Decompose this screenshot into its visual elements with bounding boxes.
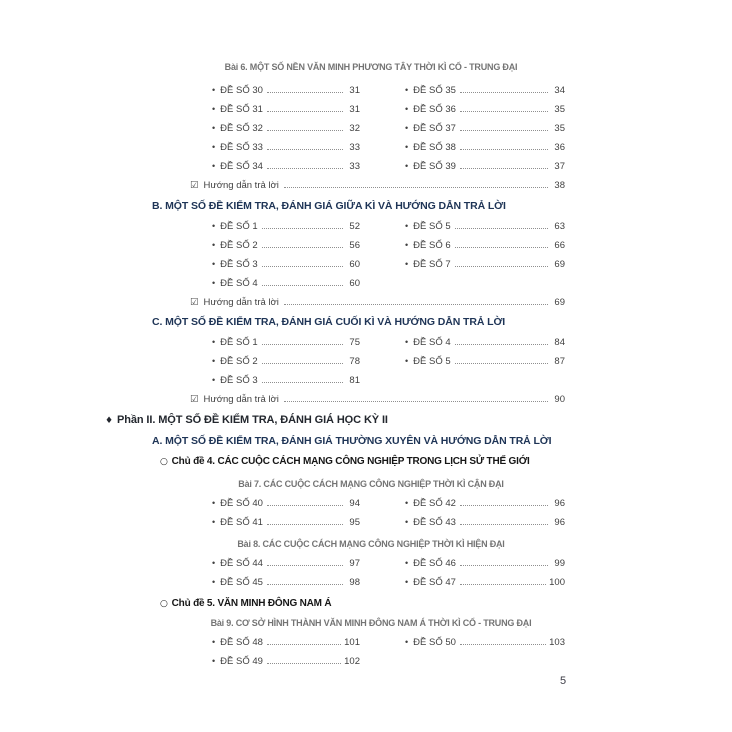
entry-label: ĐỀ SỐ 39 bbox=[413, 161, 456, 172]
entry-label: ĐỀ SỐ 2 bbox=[220, 356, 258, 367]
section-heading-b: B. MỘT SỐ ĐỀ KIỂM TRA, ĐÁNH GIÁ GIỮA KÌ VÀ HƯỚNG DẪN TRẢ LỜI bbox=[152, 200, 506, 212]
toc-entry bbox=[405, 333, 565, 352]
entry-label: ĐỀ SỐ 6 bbox=[413, 240, 451, 251]
entries-column-left bbox=[212, 333, 360, 390]
dot-leader bbox=[455, 247, 548, 248]
entry-page-number: 98 bbox=[349, 577, 360, 588]
toc-entry bbox=[212, 157, 360, 176]
entries-bai6 bbox=[105, 81, 583, 176]
toc-entry bbox=[405, 157, 565, 176]
entry-label: ĐỀ SỐ 49 bbox=[220, 656, 263, 667]
entries-column-left bbox=[212, 494, 360, 532]
toc-entry bbox=[405, 513, 565, 532]
toc-entry bbox=[405, 554, 565, 573]
dot-bullet-icon: • bbox=[212, 259, 216, 269]
entries-column-left bbox=[212, 554, 360, 592]
dot-bullet-icon: • bbox=[212, 337, 216, 347]
dot-leader bbox=[267, 92, 343, 93]
entry-label: ĐỀ SỐ 38 bbox=[413, 142, 456, 153]
dot-bullet-icon: • bbox=[212, 104, 216, 114]
answer-guide-page-number: 69 bbox=[554, 297, 565, 308]
entry-label: ĐỀ SỐ 5 bbox=[413, 356, 451, 367]
entry-page-number: 97 bbox=[349, 558, 360, 569]
entry-label: ĐỀ SỐ 37 bbox=[413, 123, 456, 134]
page-number: 5 bbox=[559, 675, 567, 687]
dot-leader bbox=[460, 92, 548, 93]
entry-label: ĐỀ SỐ 31 bbox=[220, 104, 263, 115]
dot-bullet-icon: • bbox=[212, 498, 216, 508]
lesson-title-bai6: Bài 6. MỘT SỐ NỀN VĂN MINH PHƯƠNG TÂY THỜI KÌ CỔ - TRUNG ĐẠI bbox=[224, 62, 518, 72]
dot-leader bbox=[460, 584, 546, 585]
answer-guide-page-number: 38 bbox=[554, 180, 565, 191]
entry-page-number: 84 bbox=[554, 337, 565, 348]
dot-bullet-icon: • bbox=[212, 142, 216, 152]
entry-label: ĐỀ SỐ 1 bbox=[220, 337, 258, 348]
entry-page-number: 36 bbox=[554, 142, 565, 153]
dot-bullet-icon: • bbox=[405, 221, 409, 231]
dot-leader bbox=[267, 584, 343, 585]
entries-column-left bbox=[212, 633, 360, 671]
dot-bullet-icon: • bbox=[212, 161, 216, 171]
dot-leader bbox=[460, 149, 548, 150]
dot-leader bbox=[267, 111, 343, 112]
dot-bullet-icon: • bbox=[212, 356, 216, 366]
circle-bullet-icon: ○ bbox=[160, 457, 168, 467]
answer-guide-label: Hướng dẫn trả lời bbox=[203, 180, 279, 191]
entry-page-number: 96 bbox=[554, 517, 565, 528]
entry-label: ĐỀ SỐ 4 bbox=[220, 278, 258, 289]
entry-page-number: 63 bbox=[554, 221, 565, 232]
dot-bullet-icon: • bbox=[212, 278, 216, 288]
toc-entry bbox=[212, 217, 360, 236]
toc-entry bbox=[405, 119, 565, 138]
dot-bullet-icon: • bbox=[405, 123, 409, 133]
entry-page-number: 60 bbox=[349, 259, 360, 270]
entry-label: ĐỀ SỐ 2 bbox=[220, 240, 258, 251]
dot-leader bbox=[460, 130, 548, 131]
entries-column-right bbox=[405, 554, 565, 592]
entry-label: ĐỀ SỐ 40 bbox=[220, 498, 263, 509]
dot-leader bbox=[267, 149, 343, 150]
entry-page-number: 35 bbox=[554, 104, 565, 115]
toc-entry bbox=[212, 119, 360, 138]
entry-page-number: 99 bbox=[554, 558, 565, 569]
entry-page-number: 33 bbox=[349, 161, 360, 172]
entries-bai7 bbox=[105, 494, 583, 532]
toc-entry bbox=[405, 255, 565, 274]
entry-label: ĐỀ SỐ 44 bbox=[220, 558, 263, 569]
answer-guide-label: Hướng dẫn trả lời bbox=[203, 297, 279, 308]
entries-column-right bbox=[405, 633, 565, 671]
dot-bullet-icon: • bbox=[405, 104, 409, 114]
answer-guide-label: Hướng dẫn trả lời bbox=[203, 394, 279, 405]
entries-column-left bbox=[212, 217, 360, 293]
dot-leader bbox=[284, 304, 548, 305]
topic-heading-label: Chủ đề 5. VĂN MINH ĐÔNG NAM Á bbox=[171, 598, 332, 609]
dot-leader bbox=[460, 505, 548, 506]
toc-entry bbox=[212, 633, 360, 652]
toc-entry bbox=[212, 236, 360, 255]
entry-page-number: 34 bbox=[554, 85, 565, 96]
dot-leader bbox=[460, 524, 548, 525]
toc-entry bbox=[212, 138, 360, 157]
entry-label: ĐỀ SỐ 36 bbox=[413, 104, 456, 115]
dot-leader bbox=[267, 565, 343, 566]
entry-page-number: 35 bbox=[554, 123, 565, 134]
diamond-bullet-icon: ♦ bbox=[105, 416, 113, 426]
dot-leader bbox=[455, 363, 548, 364]
entry-page-number: 75 bbox=[349, 337, 360, 348]
dot-bullet-icon: • bbox=[405, 85, 409, 95]
entry-label: ĐỀ SỐ 46 bbox=[413, 558, 456, 569]
entry-page-number: 52 bbox=[349, 221, 360, 232]
dot-bullet-icon: • bbox=[212, 517, 216, 527]
dot-leader bbox=[460, 644, 546, 645]
toc-entry bbox=[212, 255, 360, 274]
toc-entry bbox=[212, 100, 360, 119]
entries-column-right bbox=[405, 494, 565, 532]
entry-page-number: 96 bbox=[554, 498, 565, 509]
dot-bullet-icon: • bbox=[405, 259, 409, 269]
dot-leader bbox=[267, 505, 343, 506]
entry-label: ĐỀ SỐ 4 bbox=[413, 337, 451, 348]
topic-heading-5 bbox=[160, 594, 583, 614]
entries-column-right bbox=[405, 81, 565, 176]
toc-entry bbox=[405, 633, 565, 652]
dot-leader bbox=[262, 228, 343, 229]
dot-leader bbox=[455, 344, 548, 345]
entry-label: ĐỀ SỐ 45 bbox=[220, 577, 263, 588]
dot-bullet-icon: • bbox=[212, 221, 216, 231]
entry-page-number: 69 bbox=[554, 259, 565, 270]
toc-entry bbox=[212, 352, 360, 371]
entry-page-number: 95 bbox=[349, 517, 360, 528]
entries-section-c bbox=[105, 333, 583, 390]
dot-bullet-icon: • bbox=[405, 161, 409, 171]
toc-entry bbox=[212, 333, 360, 352]
entry-page-number: 31 bbox=[349, 104, 360, 115]
dot-bullet-icon: • bbox=[405, 558, 409, 568]
toc-entry bbox=[405, 236, 565, 255]
entries-bai9 bbox=[105, 633, 583, 671]
entry-label: ĐỀ SỐ 7 bbox=[413, 259, 451, 270]
dot-leader bbox=[267, 524, 343, 525]
circle-bullet-icon: ○ bbox=[160, 599, 168, 609]
part-heading-2 bbox=[105, 410, 583, 431]
section-heading-c: C. MỘT SỐ ĐỀ KIỂM TRA, ĐÁNH GIÁ CUỐI KÌ VÀ HƯỚNG DẪN TRẢ LỜI bbox=[152, 316, 506, 328]
entry-page-number: 102 bbox=[344, 656, 360, 667]
toc-entry bbox=[405, 100, 565, 119]
dot-bullet-icon: • bbox=[405, 637, 409, 647]
entry-label: ĐỀ SỐ 34 bbox=[220, 161, 263, 172]
dot-leader bbox=[460, 565, 548, 566]
dot-leader bbox=[262, 266, 343, 267]
lesson-title-bai8: Bài 8. CÁC CUỘC CÁCH MẠNG CÔNG NGHIỆP THỜI KÌ HIỆN ĐẠI bbox=[237, 539, 505, 549]
entry-label: ĐỀ SỐ 3 bbox=[220, 259, 258, 270]
entry-label: ĐỀ SỐ 1 bbox=[220, 221, 258, 232]
dot-leader bbox=[460, 111, 548, 112]
section-heading-a: A. MỘT SỐ ĐỀ KIỂM TRA, ĐÁNH GIÁ THƯỜNG XUYÊN VÀ HƯỚNG DẪN TRẢ LỜI bbox=[152, 435, 552, 447]
entry-label: ĐỀ SỐ 30 bbox=[220, 85, 263, 96]
dot-leader bbox=[284, 187, 548, 188]
entry-page-number: 37 bbox=[554, 161, 565, 172]
dot-bullet-icon: • bbox=[212, 85, 216, 95]
entry-label: ĐỀ SỐ 33 bbox=[220, 142, 263, 153]
dot-leader bbox=[262, 382, 343, 383]
toc-entry bbox=[405, 217, 565, 236]
dot-leader bbox=[284, 401, 548, 402]
entries-bai8 bbox=[105, 554, 583, 592]
entry-page-number: 87 bbox=[554, 356, 565, 367]
dot-bullet-icon: • bbox=[405, 517, 409, 527]
entry-label: ĐỀ SỐ 42 bbox=[413, 498, 456, 509]
dot-bullet-icon: • bbox=[212, 240, 216, 250]
entries-column-right bbox=[405, 333, 565, 390]
dot-leader bbox=[262, 363, 343, 364]
part-heading-label: Phần II. MỘT SỐ ĐỀ KIỂM TRA, ĐÁNH GIÁ HỌC KỲ II bbox=[116, 414, 388, 426]
dot-leader bbox=[262, 344, 343, 345]
answer-guide-row-3 bbox=[190, 390, 565, 409]
toc-entry bbox=[405, 81, 565, 100]
entry-label: ĐỀ SỐ 32 bbox=[220, 123, 263, 134]
entry-page-number: 60 bbox=[349, 278, 360, 289]
entry-label: ĐỀ SỐ 50 bbox=[413, 637, 456, 648]
topic-heading-label: Chủ đề 4. CÁC CUỘC CÁCH MẠNG CÔNG NGHIỆP TRONG LỊCH SỬ THẾ GIỚI bbox=[171, 456, 530, 467]
dot-bullet-icon: • bbox=[212, 656, 216, 666]
toc-entry bbox=[405, 573, 565, 592]
entry-page-number: 32 bbox=[349, 123, 360, 134]
entry-page-number: 56 bbox=[349, 240, 360, 251]
dot-bullet-icon: • bbox=[405, 142, 409, 152]
toc-entry bbox=[212, 274, 360, 293]
dot-leader bbox=[455, 228, 548, 229]
toc-entry bbox=[405, 138, 565, 157]
dot-bullet-icon: • bbox=[405, 337, 409, 347]
dot-leader bbox=[267, 168, 343, 169]
dot-leader bbox=[460, 168, 548, 169]
checkbox-checked-icon: ☑ bbox=[190, 297, 199, 308]
entries-section-b bbox=[105, 217, 583, 293]
dot-bullet-icon: • bbox=[212, 577, 216, 587]
checkbox-checked-icon: ☑ bbox=[190, 180, 199, 191]
dot-leader bbox=[262, 247, 343, 248]
dot-leader bbox=[455, 266, 548, 267]
dot-bullet-icon: • bbox=[212, 375, 216, 385]
toc-entry bbox=[405, 352, 565, 371]
entry-page-number: 33 bbox=[349, 142, 360, 153]
entry-page-number: 78 bbox=[349, 356, 360, 367]
toc-entry bbox=[212, 652, 360, 671]
entries-column-left bbox=[212, 81, 360, 176]
dot-bullet-icon: • bbox=[212, 558, 216, 568]
topic-heading-4 bbox=[160, 452, 583, 472]
checkbox-checked-icon: ☑ bbox=[190, 394, 199, 405]
entry-label: ĐỀ SỐ 3 bbox=[220, 375, 258, 386]
dot-bullet-icon: • bbox=[405, 498, 409, 508]
entry-label: ĐỀ SỐ 47 bbox=[413, 577, 456, 588]
entry-page-number: 103 bbox=[549, 637, 565, 648]
toc-entry bbox=[212, 513, 360, 532]
toc-entry bbox=[212, 494, 360, 513]
entry-label: ĐỀ SỐ 5 bbox=[413, 221, 451, 232]
entry-page-number: 100 bbox=[549, 577, 565, 588]
dot-bullet-icon: • bbox=[212, 637, 216, 647]
entry-page-number: 31 bbox=[349, 85, 360, 96]
dot-bullet-icon: • bbox=[212, 123, 216, 133]
toc-entry bbox=[212, 554, 360, 573]
entry-label: ĐỀ SỐ 48 bbox=[220, 637, 263, 648]
entry-label: ĐỀ SỐ 35 bbox=[413, 85, 456, 96]
entry-label: ĐỀ SỐ 43 bbox=[413, 517, 456, 528]
entry-label: ĐỀ SỐ 41 bbox=[220, 517, 263, 528]
dot-leader bbox=[267, 663, 341, 664]
dot-bullet-icon: • bbox=[405, 356, 409, 366]
toc-content bbox=[105, 58, 583, 671]
answer-guide-row-2 bbox=[190, 293, 565, 312]
toc-entry bbox=[212, 573, 360, 592]
dot-leader bbox=[262, 285, 343, 286]
entry-page-number: 94 bbox=[349, 498, 360, 509]
entry-page-number: 101 bbox=[344, 637, 360, 648]
lesson-title-bai7: Bài 7. CÁC CUỘC CÁCH MẠNG CÔNG NGHIỆP THỜI KÌ CẬN ĐẠI bbox=[238, 479, 504, 489]
dot-bullet-icon: • bbox=[405, 577, 409, 587]
answer-guide-page-number: 90 bbox=[554, 394, 565, 405]
toc-entry bbox=[405, 494, 565, 513]
entry-page-number: 66 bbox=[554, 240, 565, 251]
toc-entry bbox=[212, 81, 360, 100]
dot-bullet-icon: • bbox=[405, 240, 409, 250]
lesson-title-bai9: Bài 9. CƠ SỞ HÌNH THÀNH VĂN MINH ĐÔNG NAM Á THỜI KÌ CỔ - TRUNG ĐẠI bbox=[210, 618, 532, 628]
entries-column-right bbox=[405, 217, 565, 293]
dot-leader bbox=[267, 644, 341, 645]
answer-guide-row-1 bbox=[190, 176, 565, 195]
dot-leader bbox=[267, 130, 343, 131]
entry-page-number: 81 bbox=[349, 375, 360, 386]
toc-entry bbox=[212, 371, 360, 390]
